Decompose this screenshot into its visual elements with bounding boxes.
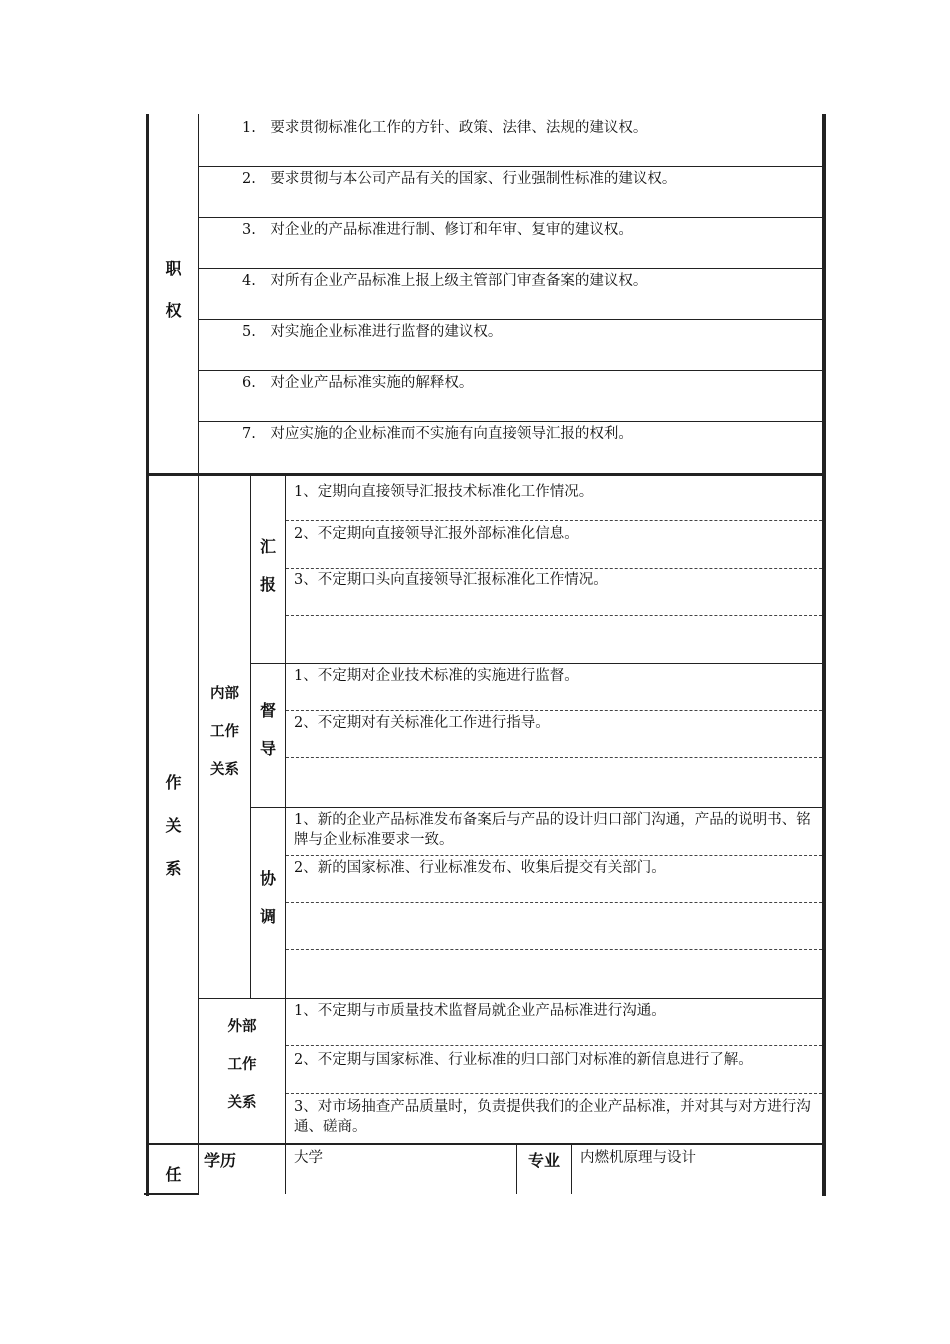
group-line bbox=[199, 998, 822, 999]
authority-item: 5. 对实施企业标准进行监督的建议权。 bbox=[242, 324, 503, 340]
external-item: 3、对市场抽查产品质量时，负责提供我们的企业产品标准，并对其与对方进行沟通、磋商。 bbox=[294, 1099, 811, 1135]
major-value: 内燃机原理与设计 bbox=[580, 1150, 696, 1166]
frame-right-line bbox=[822, 114, 826, 1196]
qualification-divider bbox=[285, 1145, 286, 1194]
major-label: 专业 bbox=[527, 1151, 560, 1170]
dashed-row-line bbox=[286, 615, 822, 616]
supervise-item: 2、不定期对有关标准化工作进行指导。 bbox=[294, 715, 550, 731]
internal-label-3: 关系 bbox=[210, 762, 239, 778]
qualification-label: 任 bbox=[165, 1165, 182, 1184]
authority-row-line bbox=[199, 268, 822, 269]
qualification-divider bbox=[198, 1145, 199, 1194]
external-label-3: 关系 bbox=[227, 1095, 257, 1111]
authority-item: 6. 对企业产品标准实施的解释权。 bbox=[242, 375, 474, 391]
dashed-row-line bbox=[286, 568, 822, 569]
authority-item: 3. 对企业的产品标准进行制、修订和年审、复审的建议权。 bbox=[242, 222, 633, 238]
coordinate-label-2: 调 bbox=[259, 907, 276, 926]
authority-row-line bbox=[199, 217, 822, 218]
relations-col-divider bbox=[198, 476, 199, 1143]
coordinate-label-1: 协 bbox=[259, 869, 276, 888]
dashed-row-line bbox=[286, 757, 822, 758]
authority-row-line bbox=[199, 421, 822, 422]
authority-label-2: 权 bbox=[165, 301, 182, 320]
qualification-bottom-line bbox=[144, 1193, 199, 1195]
dashed-row-line bbox=[286, 520, 822, 521]
external-item: 2、不定期与国家标准、行业标准的归口部门对标准的新信息进行了解。 bbox=[294, 1052, 753, 1068]
dashed-row-line bbox=[286, 710, 822, 711]
relations-label-1: 作 bbox=[165, 773, 182, 792]
qualification-divider bbox=[571, 1145, 572, 1194]
supervise-label-2: 导 bbox=[259, 739, 276, 758]
authority-col-divider bbox=[198, 114, 199, 473]
sublabel-col-divider bbox=[285, 476, 286, 998]
authority-row-line bbox=[199, 370, 822, 371]
supervise-label-1: 督 bbox=[259, 701, 276, 720]
education-label: 学历 bbox=[204, 1151, 237, 1170]
authority-item: 1. 要求贯彻标准化工作的方针、政策、法律、法规的建议权。 bbox=[242, 120, 648, 136]
dashed-row-line bbox=[286, 1093, 822, 1094]
relations-label-3: 系 bbox=[165, 859, 182, 878]
report-label-2: 报 bbox=[259, 575, 276, 594]
dashed-row-line bbox=[286, 855, 822, 856]
external-label-2: 工作 bbox=[227, 1057, 257, 1073]
external-item: 1、不定期与市质量技术监督局就企业产品标准进行沟通。 bbox=[294, 1003, 666, 1019]
dashed-row-line bbox=[286, 949, 822, 950]
authority-row-line bbox=[199, 166, 822, 167]
report-label-1: 汇 bbox=[259, 537, 276, 556]
external-label-1: 外部 bbox=[227, 1019, 257, 1035]
authority-item: 7. 对应实施的企业标准而不实施有向直接领导汇报的权利。 bbox=[242, 426, 633, 442]
relations-label-2: 关 bbox=[165, 816, 182, 835]
dashed-row-line bbox=[286, 902, 822, 903]
authority-item: 4. 对所有企业产品标准上报上级主管部门审查备案的建议权。 bbox=[242, 273, 648, 289]
authority-row-line bbox=[199, 319, 822, 320]
education-value: 大学 bbox=[294, 1150, 323, 1166]
authority-label-1: 职 bbox=[165, 259, 182, 278]
external-col-divider bbox=[285, 998, 286, 1143]
internal-label-2: 工作 bbox=[210, 724, 239, 740]
coordinate-item: 2、新的国家标准、行业标准发布、收集后提交有关部门。 bbox=[294, 860, 666, 876]
report-item: 1、定期向直接领导汇报技术标准化工作情况。 bbox=[294, 484, 594, 500]
internal-label-1: 内部 bbox=[210, 686, 239, 702]
dashed-row-line bbox=[286, 1045, 822, 1046]
group-line bbox=[250, 663, 822, 664]
report-item: 2、不定期向直接领导汇报外部标准化信息。 bbox=[294, 526, 579, 542]
coordinate-item: 1、新的企业产品标准发布备案后与产品的设计归口部门沟通，产品的说明书、铭牌与企业标准要求一致。 bbox=[294, 812, 811, 848]
group-line bbox=[250, 807, 822, 808]
supervise-item: 1、不定期对企业技术标准的实施进行监督。 bbox=[294, 668, 579, 684]
report-item: 3、不定期口头向直接领导汇报标准化工作情况。 bbox=[294, 572, 608, 588]
authority-item: 2. 要求贯彻与本公司产品有关的国家、行业强制性标准的建议权。 bbox=[242, 171, 677, 187]
qualification-top-line bbox=[149, 1143, 822, 1145]
